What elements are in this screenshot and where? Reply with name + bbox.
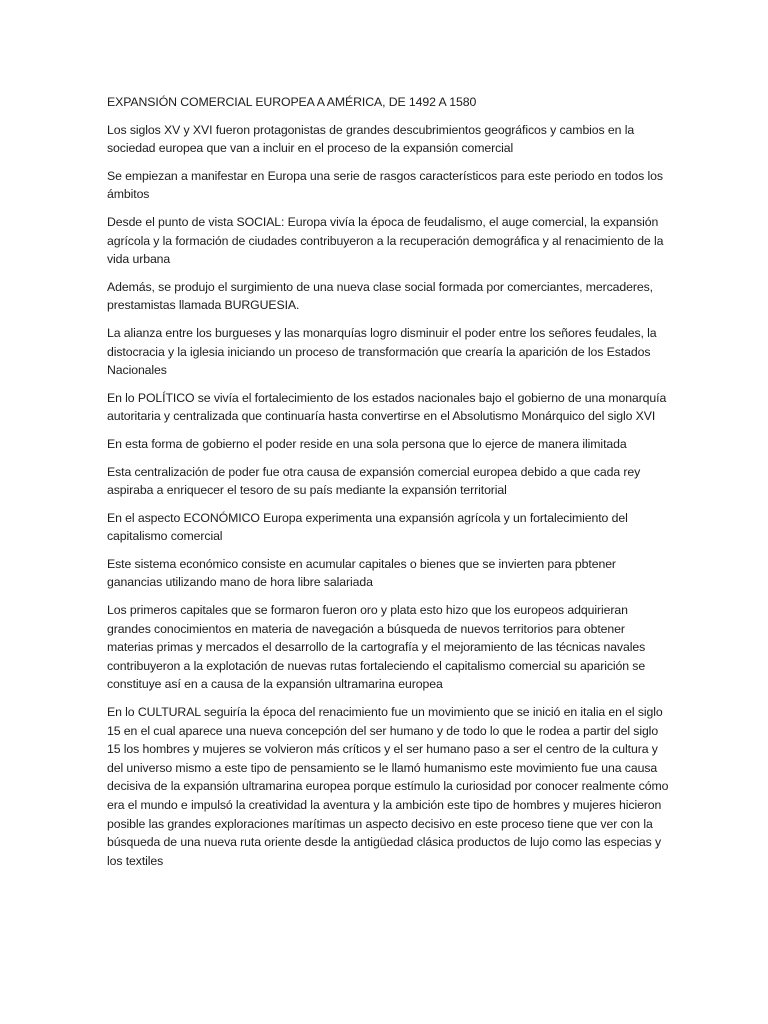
paragraph-sistema: Este sistema económico consiste en acumular capitales o bienes que se invierten para pbtener ganancias utilizando mano de hora libre salariada	[107, 556, 616, 590]
document-title: EXPANSIÓN COMERCIAL EUROPEA A AMÉRICA, DE 1492 A 1580	[107, 95, 477, 109]
paragraph-capitales: Los primeros capitales que se formaron fueron oro y plata esto hizo que los europeos adquirieran grandes conocimientos en materia de navegación a búsqueda de nuevos territorios para obtener materias primas y mercados el desarrollo de la cartografía y el mejoramiento de las técnicas navales contribuyeron a la explotación de nuevas rutas fortaleciendo el capitalismo comercial su aparición se constituye así en a causa de la expansión ultramarina europea	[107, 603, 646, 692]
paragraph-siglos: Los siglos XV y XVI fueron protagonistas de grandes descubrimientos geográficos y cambios en la sociedad europea que van a incluir en el proceso de la expansión comercial	[107, 122, 635, 156]
paragraph-rasgos: Se empiezan a manifestar en Europa una serie de rasgos característicos para este periodo en todos los ámbitos	[107, 168, 663, 202]
paragraph-cultural: En lo CULTURAL seguiría la época del renacimiento fue un movimiento que se inició en italia en el siglo 15 en el cual aparece una nueva concepción del ser humano y de todo lo que le rodea a partir del siglo 15 los hombres y mujeres se volvieron más críticos y el ser humano paso a ser el centro de la cultura y del universo mismo a este tipo de pensamiento se le llamó humanismo este movimiento fue una causa decisiva de la expansión ultramarina europea porque estímulo la curiosidad por conocer realmente cómo era el mundo e impulsó la creatividad la aventura y la ambición este tipo de hombres y mujeres hicieron posible las grandes exploraciones marítimas un aspecto decisivo en este proceso tiene que ver con la búsqueda de una nueva ruta oriente desde la antigüedad clásica productos de lujo como las especias y los textiles	[107, 705, 669, 868]
paragraph-burguesia: Además, se produjo el surgimiento de una nueva clase social formada por comerciantes, mercaderes, prestamistas llamada BURGUESIA.	[107, 279, 653, 313]
paragraph-politico: En lo POLÍTICO se vivía el fortalecimiento de los estados nacionales bajo el gobierno de una monarquía autoritaria y centralizada que continuaría hasta convertirse en el Absolutismo Monárquico del siglo XVI	[107, 390, 667, 424]
paragraph-gobierno: En esta forma de gobierno el poder reside en una sola persona que lo ejerce de manera ilimitada	[107, 436, 627, 451]
paragraph-alianza: La alianza entre los burgueses y las monarquías logro disminuir el poder entre los señores feudales, la distocracia y la iglesia iniciando un proceso de transformación que crearía la aparición de los Estados Nacionales	[107, 325, 657, 378]
paragraph-economico: En el aspecto ECONÓMICO Europa experimenta una expansión agrícola y un fortalecimiento del capitalismo comercial	[107, 510, 628, 544]
paragraph-social: Desde el punto de vista SOCIAL: Europa vivía la época de feudalismo, el auge comercial, la expansión agrícola y la formación de ciudades contribuyeron a la recuperación demográfica y al renacimiento de la vida urbana	[107, 214, 664, 267]
paragraph-centralizacion: Esta centralización de poder fue otra causa de expansión comercial europea debido a que cada rey aspiraba a enriquecer el tesoro de su país mediante la expansión territorial	[107, 464, 641, 498]
